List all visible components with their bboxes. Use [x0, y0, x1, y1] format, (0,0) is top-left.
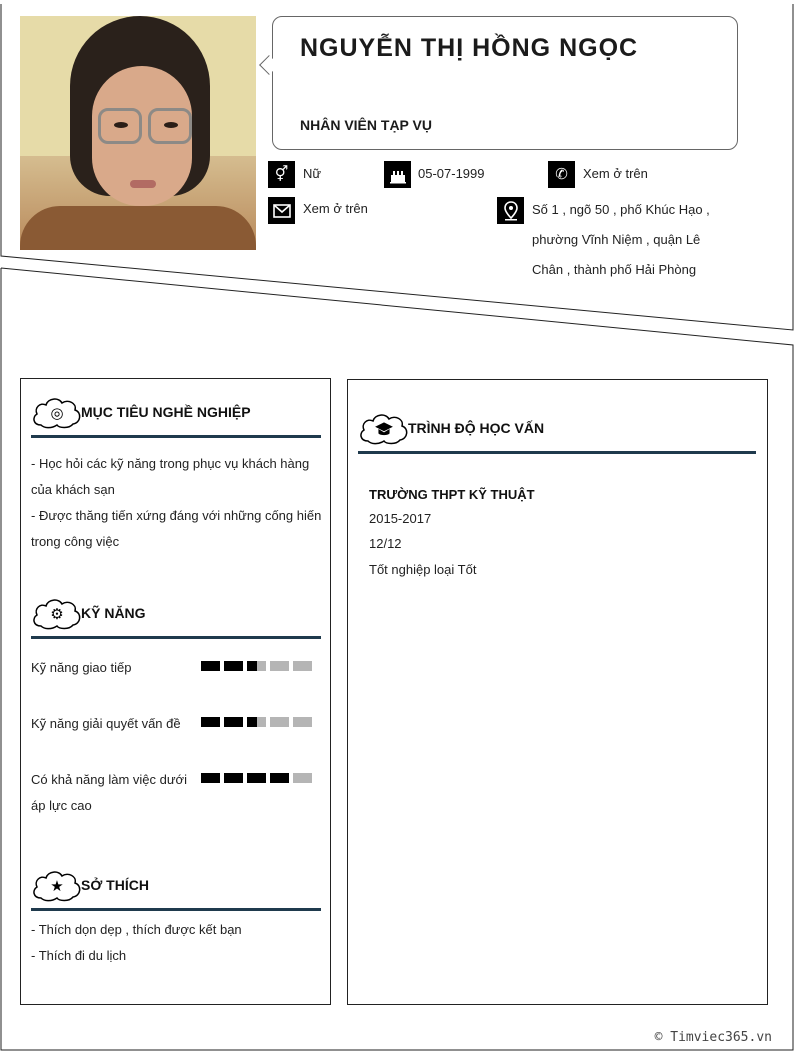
phone-value: Xem ở trên	[583, 166, 648, 181]
gender-icon: ⚥	[268, 161, 295, 188]
skill-level-segment	[224, 717, 243, 727]
school-name: TRƯỜNG THPT KỸ THUẬT	[369, 487, 535, 502]
skill-level-segment	[224, 773, 243, 783]
envelope-icon	[268, 197, 295, 224]
skill-level-segment	[247, 717, 266, 727]
skills-title: KỸ NĂNG	[81, 605, 146, 621]
skill-level-segment	[201, 661, 220, 671]
skill-level-segment	[270, 773, 289, 783]
education-result: Tốt nghiệp loại Tốt	[369, 562, 477, 577]
skill-level-segment	[247, 773, 266, 783]
hobby-item: - Thích đi du lịch	[31, 948, 127, 963]
cloud-badge	[31, 395, 83, 431]
career-goal-item: - Được thăng tiến xứng đáng với những cống hiến trong công việc	[31, 508, 322, 549]
graduation-cap-icon	[374, 419, 394, 439]
right-panel	[347, 379, 768, 1005]
target-icon: ◎	[50, 405, 64, 422]
hobbies-title: SỞ THÍCH	[81, 877, 149, 893]
skill-level-segment	[293, 661, 312, 671]
hobbies-header	[31, 868, 321, 912]
cloud-badge	[31, 868, 83, 904]
candidate-name: NGUYỄN THỊ HỒNG NGỌC	[300, 34, 639, 62]
section-rule	[31, 908, 321, 911]
birthday-cake-icon	[384, 161, 411, 188]
skill-level-segment	[201, 773, 220, 783]
skill-label: Kỹ năng giải quyết vấn đề	[31, 716, 181, 731]
education-header	[358, 411, 756, 455]
left-panel	[20, 378, 331, 1005]
profile-photo	[20, 16, 256, 250]
cloud-badge	[358, 411, 410, 447]
copyright-text: © Timviec365.vn	[654, 1030, 772, 1045]
gender-value: Nữ	[303, 166, 322, 181]
skills-header	[31, 596, 321, 640]
skill-level-bar	[201, 717, 313, 727]
skill-level-segment	[201, 717, 220, 727]
star-icon: ★	[50, 878, 64, 895]
career-goal-item: - Học hỏi các kỹ năng trong phục vụ khách hàng của khách sạn	[31, 456, 310, 497]
skill-level-segment	[224, 661, 243, 671]
education-title: TRÌNH ĐỘ HỌC VẤN	[408, 420, 545, 436]
skill-level-segment	[293, 717, 312, 727]
section-rule	[31, 636, 321, 639]
skill-label: Có khả năng làm việc dưới áp lực cao	[31, 772, 187, 813]
skill-label: Kỹ năng giao tiếp	[31, 660, 132, 675]
skill-level-bar	[201, 773, 313, 783]
phone-icon: ✆	[548, 161, 575, 188]
education-grade: 12/12	[369, 536, 402, 551]
education-period: 2015-2017	[369, 511, 432, 526]
skill-level-segment	[293, 773, 312, 783]
gear-icon: ⚙	[50, 606, 64, 623]
skill-level-bar	[201, 661, 313, 671]
skill-level-segment	[247, 661, 266, 671]
career-goal-title: MỤC TIÊU NGHỀ NGHIỆP	[81, 404, 251, 420]
career-goal-header	[31, 395, 321, 439]
job-title: NHÂN VIÊN TẠP VỤ	[300, 117, 432, 133]
section-rule	[31, 435, 321, 438]
birthday-value: 05-07-1999	[418, 166, 485, 181]
skill-level-segment	[270, 661, 289, 671]
cloud-badge	[31, 596, 83, 632]
skill-level-segment	[270, 717, 289, 727]
hobby-item: - Thích dọn dẹp , thích được kết bạn	[31, 922, 242, 937]
map-pin-icon	[497, 197, 524, 224]
address-value: Số 1 , ngõ 50 , phố Khúc Hạo , phường Vĩnh Niệm , quận Lê Chân , thành phố Hải Phòng	[532, 202, 710, 277]
section-rule	[358, 451, 756, 454]
email-value: Xem ở trên	[303, 201, 368, 216]
